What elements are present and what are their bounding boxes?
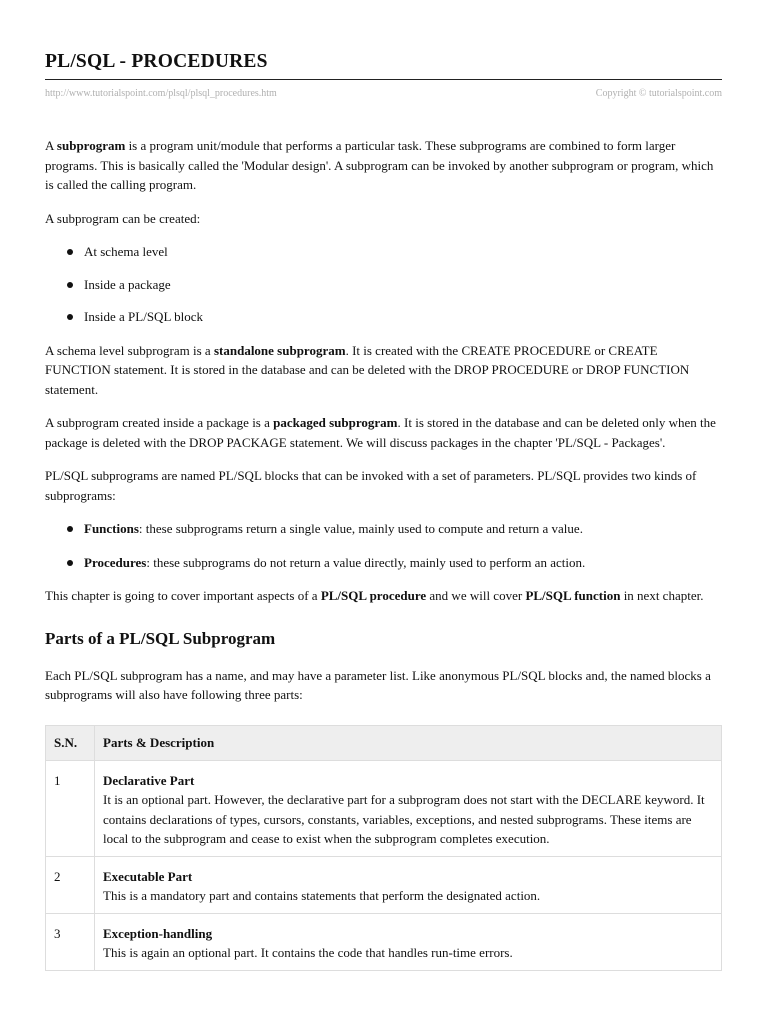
- part-description: This is again an optional part. It contains the code that handles run-time errors.: [103, 945, 513, 960]
- article-body: [45, 136, 722, 971]
- created-list: [45, 242, 722, 327]
- column-header-sn: S.N.: [46, 725, 95, 760]
- list-item: At schema level: [45, 242, 722, 262]
- standalone-paragraph: A schema level subprogram is a standalone subprogram. It is created with the CREATE PROCEDURE or CREATE FUNCTION statement. It is stored in the database and can be deleted with the DROP PROCEDURE or DROP FUNCTION statement.: [45, 342, 690, 397]
- part-title: Exception-handling: [103, 925, 213, 941]
- kinds-lead-paragraph: PL/SQL subprograms are named PL/SQL blocks that can be invoked with a set of parameters. PL/SQL provides two kinds of subprograms:: [45, 468, 697, 503]
- kinds-list: [45, 519, 722, 572]
- list-item: Inside a package: [45, 275, 722, 295]
- packaged-paragraph: A subprogram created inside a package is a packaged subprogram. It is stored in the database and can be deleted only when the package is deleted with the DROP PACKAGE statement. We will discuss packages in the chapter 'PL/SQL - Packages'.: [45, 415, 716, 450]
- intro-paragraph: A subprogram is a program unit/module that performs a particular task. These subprograms are combined to form larger programs. This is basically called the 'Modular design'. A subprogram can be invoked by another subprogram or program, which is called the calling program.: [45, 138, 714, 192]
- list-item: Functions: these subprograms return a single value, mainly used to compute and return a value.: [45, 519, 722, 539]
- row-sn: 1: [46, 760, 95, 856]
- row-content: [95, 856, 722, 913]
- column-header-parts: Parts & Description: [95, 725, 722, 760]
- table-header-row: [46, 725, 722, 760]
- list-item: Inside a PL/SQL block: [45, 307, 722, 327]
- part-description: It is an optional part. However, the declarative part for a subprogram does not start with the DECLARE keyword. It contains declarations of types, cursors, constants, variables, exceptions, and nested subprograms. These items are local to the subprogram and cease to exist when the subprogram completes execution.: [103, 792, 705, 846]
- part-title: Declarative Part: [103, 772, 195, 788]
- row-sn: 2: [46, 856, 95, 913]
- row-content: [95, 913, 722, 970]
- page-title: PL/SQL - PROCEDURES: [45, 51, 268, 72]
- section-heading: Parts of a PL/SQL Subprogram: [45, 628, 276, 648]
- copyright-text: Copyright © tutorialspoint.com: [595, 88, 722, 99]
- created-lead-paragraph: A subprogram can be created:: [45, 210, 201, 226]
- section-paragraph: Each PL/SQL subprogram has a name, and may have a parameter list. Like anonymous PL/SQL blocks and, the named blocks a subprograms will also have following three parts:: [45, 667, 711, 702]
- table-row: [46, 913, 722, 970]
- url-bar: [45, 87, 722, 101]
- title-divider: [45, 79, 722, 80]
- list-item: Procedures: these subprograms do not return a value directly, mainly used to perform an action.: [45, 553, 722, 573]
- row-sn: 3: [46, 913, 95, 970]
- part-description: This is a mandatory part and contains statements that perform the designated action.: [103, 888, 541, 903]
- source-url-link[interactable]: http://www.tutorialspoint.com/plsql/plsql_procedures.htm: [45, 88, 277, 99]
- part-title: Executable Part: [103, 868, 193, 884]
- table-row: [46, 760, 722, 856]
- table-row: [46, 856, 722, 913]
- parts-table: [45, 725, 722, 971]
- row-content: [95, 760, 722, 856]
- page: [45, 0, 722, 960]
- chapter-scope-paragraph: This chapter is going to cover important aspects of a PL/SQL procedure and we will cover PL/SQL function in next chapter.: [45, 588, 704, 603]
